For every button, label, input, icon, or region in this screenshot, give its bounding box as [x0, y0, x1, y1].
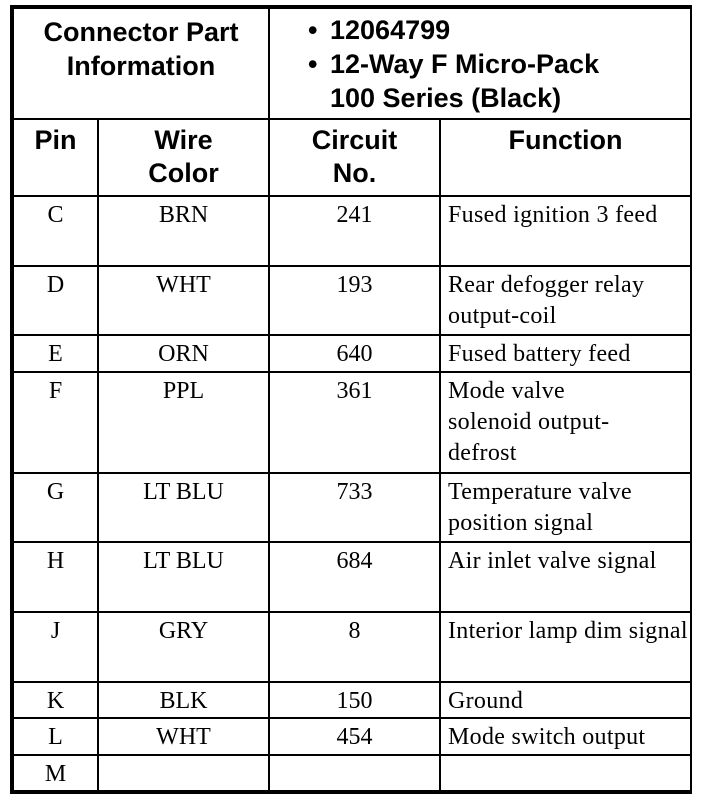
circuit-cell: 8	[269, 612, 440, 682]
connector-info-row	[13, 8, 691, 119]
connector-description-1: 12-Way F Micro-Pack	[330, 49, 600, 79]
column-header-function	[440, 119, 691, 196]
pin-cell: H	[13, 542, 98, 612]
column-header-pin-text: Pin	[34, 125, 77, 156]
wire-color-cell: BRN	[98, 196, 269, 266]
wire-color-cell: GRY	[98, 612, 269, 682]
description-line1	[308, 47, 690, 81]
circuit-cell: 640	[269, 335, 440, 371]
wire-color-cell: ORN	[98, 335, 269, 371]
function-cell: Rear defogger relay output-coil	[440, 266, 691, 336]
pin-cell: E	[13, 335, 98, 371]
table-row	[13, 612, 691, 682]
bullet-icon: •	[308, 49, 318, 79]
table-row	[13, 196, 691, 266]
wire-color-cell: WHT	[98, 266, 269, 336]
pin-cell: J	[13, 612, 98, 682]
wire-color-cell: WHT	[98, 718, 269, 754]
circuit-cell	[269, 755, 440, 791]
function-cell: Ground	[440, 682, 691, 718]
connector-info-label-line1: Connector Part	[43, 17, 239, 47]
connector-info-label-line2: Information	[66, 51, 216, 81]
circuit-cell: 361	[269, 372, 440, 473]
wire-color-cell: LT BLU	[98, 473, 269, 543]
function-cell: Interior lamp dim signal	[440, 612, 691, 682]
circuit-cell: 733	[269, 473, 440, 543]
connector-table-sheet	[10, 5, 692, 794]
table-row	[13, 473, 691, 543]
function-cell: Mode switch output	[440, 718, 691, 754]
function-cell: Temperature valve position signal	[440, 473, 691, 543]
pin-cell: G	[13, 473, 98, 543]
connector-info-label	[13, 8, 269, 119]
column-header-wire-color	[98, 119, 269, 196]
table-row	[13, 718, 691, 754]
table-row	[13, 755, 691, 791]
table-row	[13, 542, 691, 612]
pin-cell: F	[13, 372, 98, 473]
column-header-function-text: Function	[508, 125, 623, 156]
pin-cell: C	[13, 196, 98, 266]
column-header-circuit-line2: No.	[332, 158, 377, 189]
column-header-circuit	[269, 119, 440, 196]
bullet-icon: •	[308, 15, 318, 45]
wire-color-cell: BLK	[98, 682, 269, 718]
table-row	[13, 335, 691, 371]
circuit-cell: 193	[269, 266, 440, 336]
wire-color-cell	[98, 755, 269, 791]
function-cell: Fused ignition 3 feed	[440, 196, 691, 266]
function-cell	[440, 755, 691, 791]
table-row	[13, 266, 691, 336]
column-header-circuit-line1: Circuit	[311, 125, 398, 156]
function-cell: Air inlet valve signal	[440, 542, 691, 612]
column-header-wire-color-line1: Wire	[154, 125, 213, 156]
pin-cell: K	[13, 682, 98, 718]
column-header-wire-color-line2: Color	[148, 158, 219, 189]
part-number: 12064799	[330, 15, 451, 45]
column-header-row	[13, 119, 691, 196]
circuit-cell: 241	[269, 196, 440, 266]
function-cell: Mode valve solenoid output-defrost	[440, 372, 691, 473]
connector-description-2: 100 Series (Black)	[330, 83, 562, 113]
circuit-cell: 684	[269, 542, 440, 612]
connector-table	[12, 7, 692, 792]
part-number-line	[308, 13, 690, 47]
circuit-cell: 454	[269, 718, 440, 754]
table-row	[13, 682, 691, 718]
wire-color-cell: PPL	[98, 372, 269, 473]
connector-info-value	[269, 8, 691, 119]
pin-cell: L	[13, 718, 98, 754]
function-cell: Fused battery feed	[440, 335, 691, 371]
wire-color-cell: LT BLU	[98, 542, 269, 612]
pin-cell: D	[13, 266, 98, 336]
circuit-cell: 150	[269, 682, 440, 718]
column-header-pin	[13, 119, 98, 196]
pin-cell: M	[13, 755, 98, 791]
table-row	[13, 372, 691, 473]
